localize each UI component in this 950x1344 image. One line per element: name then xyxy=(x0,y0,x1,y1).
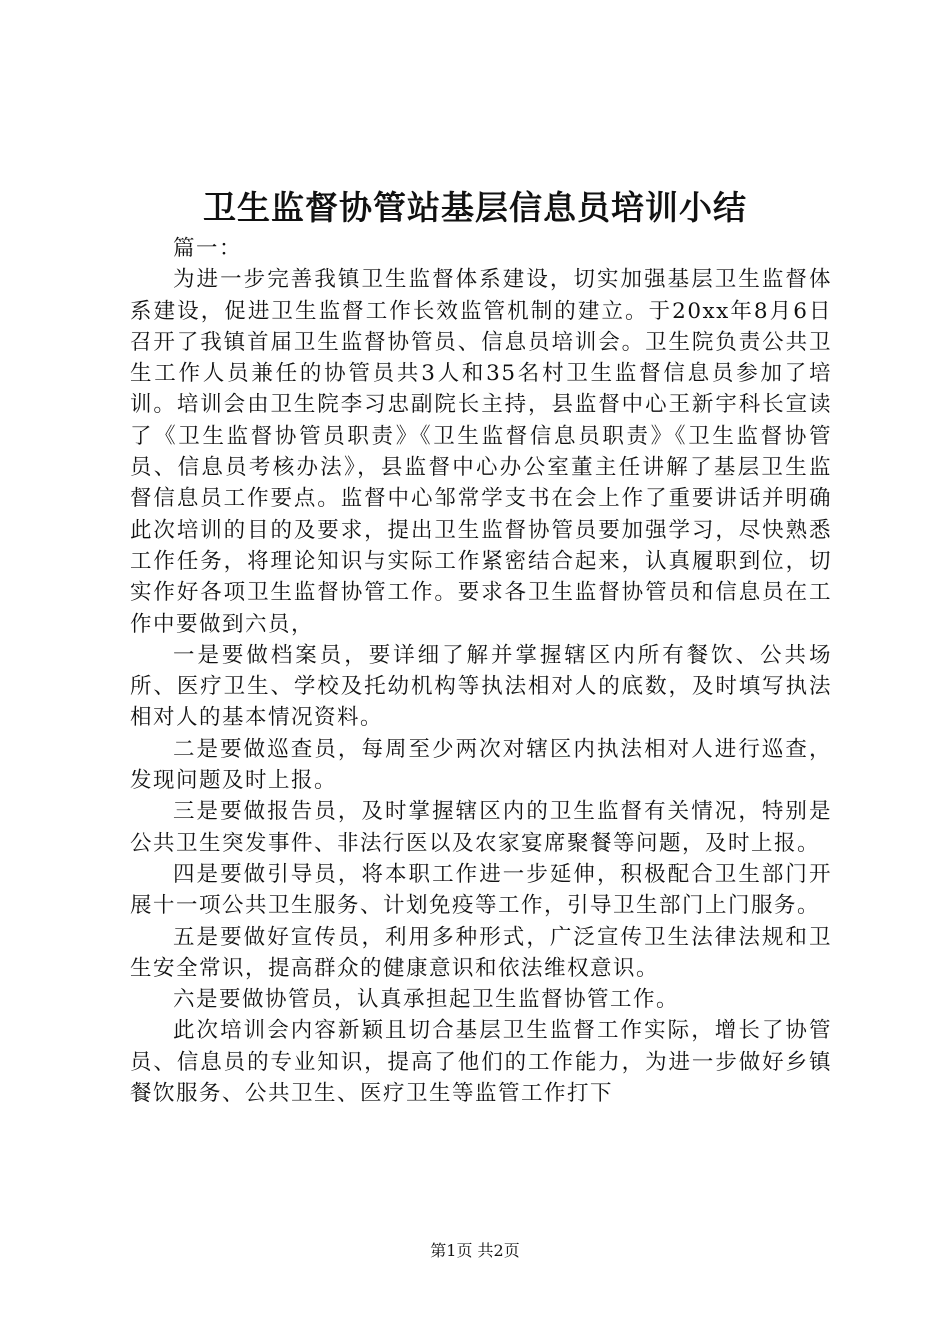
section-heading: 篇一： xyxy=(173,236,243,261)
page-number: 第1页 共2页 xyxy=(430,1241,520,1260)
paragraph-item-2: 二是要做巡查员，每周至少两次对辖区内执法相对人进行巡查，发现问题及时上报。 xyxy=(130,736,832,794)
paragraph-intro: 为进一步完善我镇卫生监督体系建设，切实加强基层卫生监督体系建设，促进卫生监督工作长效监管机制的建立。于20xx年8月6日召开了我镇首届卫生监督协管员、信息员培训会。卫生院负责公共卫生工作人员兼任的协管员共3人和35名村卫生监督信息员参加了培训。培训会由卫生院李习忠副院长主持，县监督中心王新宇科长宣读了《卫生监督协管员职责》《卫生监督信息员职责》《卫生监督协管员、信息员考核办法》，县监督中心办公室董主任讲解了基层卫生监督信息员工作要点。监督中心邹常学支书在会上作了重要讲话并明确此次培训的目的及要求，提出卫生监督协管员要加强学习，尽快熟悉工作任务，将理论知识与实际工作紧密结合起来，认真履职到位，切实作好各项卫生监督协管工作。要求各卫生监督协管员和信息员在工作中要做到六员， xyxy=(130,267,832,637)
paragraph-conclusion: 此次培训会内容新颖且切合基层卫生监督工作实际，增长了协管员、信息员的专业知识，提高了他们的工作能力，为进一步做好乡镇餐饮服务、公共卫生、医疗卫生等监管工作打下 xyxy=(130,1018,832,1107)
paragraph-item-3: 三是要做报告员，及时掌握辖区内的卫生监督有关情况，特别是公共卫生突发事件、非法行医以及农家宴席聚餐等问题，及时上报。 xyxy=(130,799,832,856)
document-title: 卫生监督协管站基层信息员培训小结 xyxy=(203,188,747,227)
paragraph-item-5: 五是要做好宣传员，利用多种形式，广泛宣传卫生法律法规和卫生安全常识，提高群众的健康意识和依法维权意识。 xyxy=(130,924,832,981)
document-body xyxy=(130,233,832,1109)
paragraph-item-6: 六是要做协管员，认真承担起卫生监督协管工作。 xyxy=(173,987,680,1013)
paragraph-item-4: 四是要做引导员，将本职工作进一步延伸，积极配合卫生部门开展十一项公共卫生服务、计划免疫等工作，引导卫生部门上门服务。 xyxy=(130,861,832,919)
paragraph-item-1: 一是要做档案员，要详细了解并掌握辖区内所有餐饮、公共场所、医疗卫生、学校及托幼机构等执法相对人的底数，及时填写执法相对人的基本情况资料。 xyxy=(130,642,832,731)
